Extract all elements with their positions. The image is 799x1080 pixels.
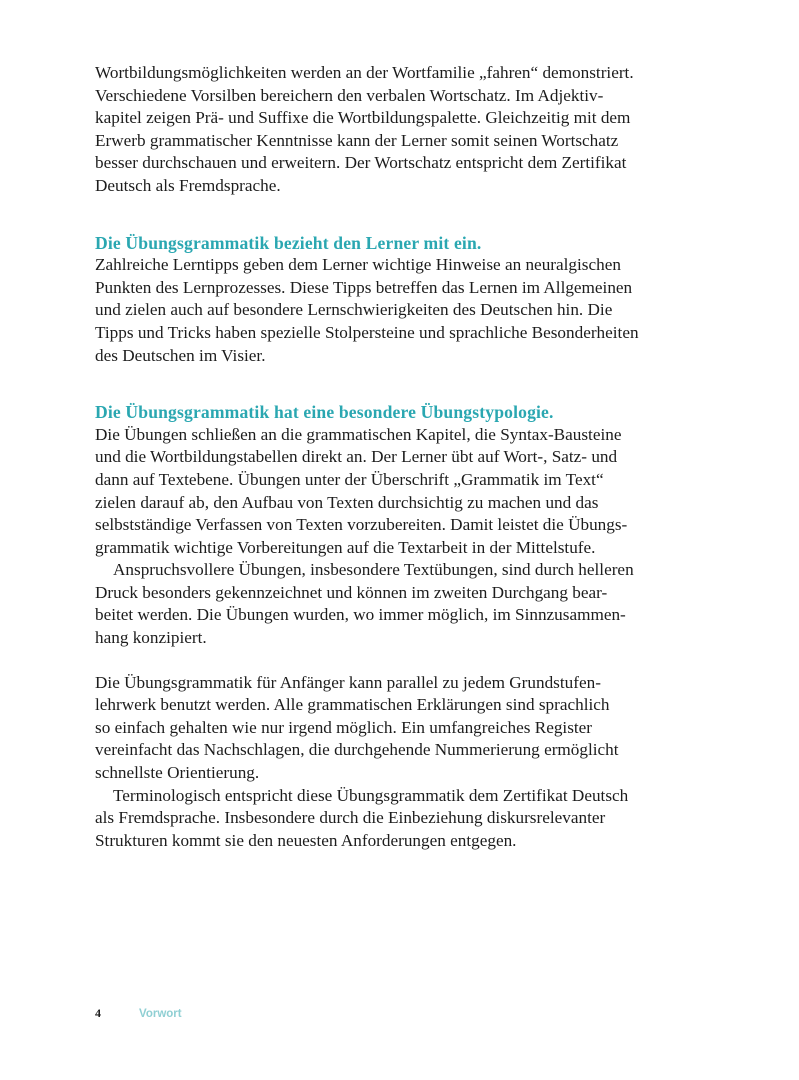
text-line: Terminologisch entspricht diese Übungsgrammatik dem Zertifikat Deutsch	[113, 785, 629, 805]
section-spacer	[95, 367, 725, 401]
text-line: und die Wortbildungstabellen direkt an. Der Lerner übt auf Wort-, Satz- und	[95, 447, 618, 467]
section-learner	[95, 232, 725, 368]
text-line: kapitel zeigen Prä- und Suffixe die Wortbildungspalette. Gleichzeitig mit dem	[95, 108, 631, 128]
text-line: Strukturen kommt sie den neuesten Anforderungen entgegen.	[95, 830, 517, 850]
text-line: Druck besonders gekennzeichnet und können im zweiten Durchgang bear-	[95, 582, 608, 602]
text-line: Die Übungsgrammatik für Anfänger kann parallel zu jedem Grundstufen-	[95, 672, 601, 692]
text-line: des Deutschen im Visier.	[95, 345, 266, 365]
text-line: als Fremdsprache. Insbesondere durch die Einbeziehung diskursrelevanter	[95, 808, 606, 828]
text-line: Anspruchsvollere Übungen, insbesondere Textübungen, sind durch helleren	[113, 560, 634, 580]
text-line: Die Übungen schließen an die grammatischen Kapitel, die Syntax-Bausteine	[95, 424, 622, 444]
section-typology	[95, 401, 725, 650]
text-line: beitet werden. Die Übungen wurden, wo immer möglich, im Sinnzusammen-	[95, 605, 626, 625]
page-footer	[95, 1006, 182, 1021]
text-line: Zahlreiche Lerntipps geben dem Lerner wichtige Hinweise an neuralgischen	[95, 255, 621, 275]
text-line: Punkten des Lernprozesses. Diese Tipps betreffen das Lernen im Allgemeinen	[95, 277, 633, 297]
page-content	[95, 62, 725, 852]
text-line: Wortbildungsmöglichkeiten werden an der Wortfamilie „fahren“ demonstriert.	[95, 63, 634, 82]
closing-paragraph	[95, 672, 725, 853]
text-line: grammatik wichtige Vorbereitungen auf die Textarbeit in der Mittelstufe.	[95, 537, 596, 557]
text-line: Erwerb grammatischer Kenntnisse kann der Lerner somit seinen Wortschatz	[95, 130, 619, 150]
text-line: zielen darauf ab, den Aufbau von Texten durchsichtig zu machen und das	[95, 492, 599, 512]
text-line: so einfach gehalten wie nur irgend möglich. Ein umfangreiches Register	[95, 717, 593, 737]
text-line: Deutsch als Fremdsprache.	[95, 175, 281, 195]
text-line: besser durchschauen und erweitern. Der Wortschatz entspricht dem Zertifikat	[95, 153, 627, 173]
text-line: selbstständige Verfassen von Texten vorzubereiten. Damit leistet die Übungs-	[95, 515, 628, 535]
text-line: dann auf Textebene. Übungen unter der Überschrift „Grammatik im Text“	[95, 469, 604, 489]
text-line: lehrwerk benutzt werden. Alle grammatischen Erklärungen sind sprachlich	[95, 695, 610, 715]
text-line: hang konzipiert.	[95, 628, 207, 648]
paragraph-spacer	[95, 650, 725, 672]
text-line: Tipps und Tricks haben spezielle Stolpersteine und sprachliche Besonderheiten	[95, 322, 639, 342]
text-line: schnellste Orientierung.	[95, 763, 260, 783]
text-line: vereinfacht das Nachschlagen, die durchgehende Nummerierung ermöglicht	[95, 740, 619, 760]
page-number: 4	[95, 1006, 101, 1020]
section-heading: Die Übungsgrammatik hat eine besondere Übungstypologie.	[95, 402, 554, 423]
text-line: und zielen auch auf besondere Lernschwierigkeiten des Deutschen hin. Die	[95, 300, 613, 320]
intro-paragraph	[95, 62, 725, 198]
section-spacer	[95, 198, 725, 232]
text-line: Verschiedene Vorsilben bereichern den verbalen Wortschatz. Im Adjektiv-	[95, 85, 604, 105]
section-heading: Die Übungsgrammatik bezieht den Lerner mit ein.	[95, 232, 482, 253]
running-footer-label: Vorwort	[139, 1008, 182, 1020]
